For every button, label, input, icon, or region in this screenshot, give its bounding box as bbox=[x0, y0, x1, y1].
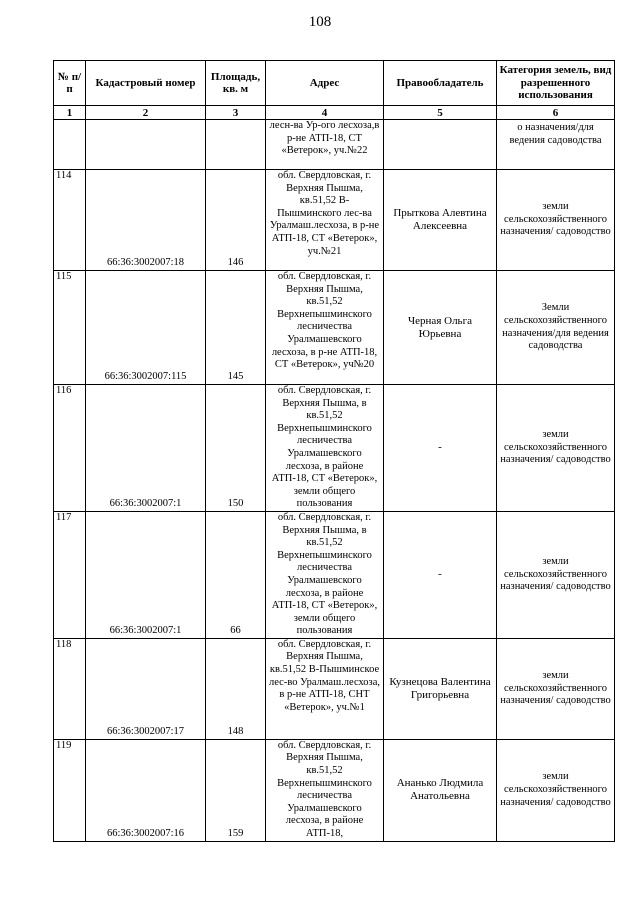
owner: Прыткова Алевтина Алексеевна bbox=[384, 170, 497, 271]
land-category: земли сельскохозяйственного назначения/ садоводство bbox=[497, 170, 615, 271]
area-value: 148 bbox=[206, 638, 266, 739]
area-value bbox=[206, 120, 266, 170]
row-number: 114 bbox=[54, 170, 86, 271]
header-land-category: Категория земель, вид разрешенного использования bbox=[497, 61, 615, 106]
owner: Черная Ольга Юрьевна bbox=[384, 271, 497, 385]
table-row bbox=[54, 271, 615, 385]
address: обл. Свердловская, г. Верхняя Пышма, в кв.51,52 Верхнепышминского лесничества Уралмашевского лесхоза, в районе АТП-18, СТ «Ветерок», земли общего пользования bbox=[266, 385, 384, 512]
row-number: 116 bbox=[54, 385, 86, 512]
address: обл. Свердловская, г. Верхняя Пышма, кв.51,52 Верхнепышминского лесничества Уралмашевского лесхоза, в р-не АТП-18, СТ «Ветерок», уч№20 bbox=[266, 271, 384, 385]
table-row bbox=[54, 638, 615, 739]
header-address: Адрес bbox=[266, 61, 384, 106]
column-index: 1 bbox=[54, 106, 86, 120]
area-value: 159 bbox=[206, 739, 266, 841]
table-row bbox=[54, 511, 615, 638]
land-registry-table bbox=[53, 60, 615, 842]
land-category: земли сельскохозяйственного назначения/ садоводство bbox=[497, 385, 615, 512]
row-number bbox=[54, 120, 86, 170]
land-category: Земли сельскохозяйственного назначения/для ведения садоводства bbox=[497, 271, 615, 385]
column-index: 5 bbox=[384, 106, 497, 120]
table-header-row bbox=[54, 61, 615, 106]
column-index: 2 bbox=[86, 106, 206, 120]
column-index: 6 bbox=[497, 106, 615, 120]
table-row bbox=[54, 120, 615, 170]
owner: Ананько Людмила Анатольевна bbox=[384, 739, 497, 841]
cadastral-number: 66:36:3002007:16 bbox=[86, 739, 206, 841]
row-number: 119 bbox=[54, 739, 86, 841]
column-index: 4 bbox=[266, 106, 384, 120]
area-value: 66 bbox=[206, 511, 266, 638]
header-cadastral-number: Кадастровый номер bbox=[86, 61, 206, 106]
owner: Кузнецова Валентина Григорьевна bbox=[384, 638, 497, 739]
address: обл. Свердловская, г. Верхняя Пышма, кв.51,52 Верхнепышминского лесничества Уралмашевского лесхоза, в районе АТП-18, bbox=[266, 739, 384, 841]
cadastral-number: 66:36:3002007:115 bbox=[86, 271, 206, 385]
cadastral-number: 66:36:3002007:1 bbox=[86, 385, 206, 512]
land-category: о назначения/для ведения садоводства bbox=[497, 120, 615, 170]
land-category: земли сельскохозяйственного назначения/ садоводство bbox=[497, 739, 615, 841]
land-category: земли сельскохозяйственного назначения/ садоводство bbox=[497, 511, 615, 638]
area-value: 145 bbox=[206, 271, 266, 385]
address: обл. Свердловская, г. Верхняя Пышма, в кв.51,52 Верхнепышминского лесничества Уралмашевского лесхоза, в районе АТП-18, СТ «Ветерок», земли общего пользования bbox=[266, 511, 384, 638]
land-category: земли сельскохозяйственного назначения/ садоводство bbox=[497, 638, 615, 739]
address: лесн-ва Ур-ого лесхоза,в р-не АТП-18, СТ «Ветерок», уч.№22 bbox=[266, 120, 384, 170]
owner bbox=[384, 120, 497, 170]
row-number: 117 bbox=[54, 511, 86, 638]
table-row bbox=[54, 170, 615, 271]
area-value: 146 bbox=[206, 170, 266, 271]
row-number: 115 bbox=[54, 271, 86, 385]
area-value: 150 bbox=[206, 385, 266, 512]
column-index-row bbox=[54, 106, 615, 120]
header-num: № п/п bbox=[54, 61, 86, 106]
header-area: Площадь, кв. м bbox=[206, 61, 266, 106]
cadastral-number bbox=[86, 120, 206, 170]
cadastral-number: 66:36:3002007:17 bbox=[86, 638, 206, 739]
page-number: 108 bbox=[308, 14, 332, 30]
address: обл. Свердловская, г. Верхняя Пышма, кв.51,52 В-Пышминское лес-во Уралмаш.лесхоза, в р-не АТП-18, СНТ «Ветерок», уч.№1 bbox=[266, 638, 384, 739]
cadastral-number: 66:36:3002007:18 bbox=[86, 170, 206, 271]
table-row bbox=[54, 739, 615, 841]
column-index: 3 bbox=[206, 106, 266, 120]
cadastral-number: 66:36:3002007:1 bbox=[86, 511, 206, 638]
owner: - bbox=[384, 385, 497, 512]
header-owner: Правообладатель bbox=[384, 61, 497, 106]
owner: - bbox=[384, 511, 497, 638]
table-row bbox=[54, 385, 615, 512]
address: обл. Свердловская, г. Верхняя Пышма, кв.51,52 В-Пышминского лес-ва Уралмаш.лесхоза, в р-не АТП-18, СТ «Ветерок», уч.№21 bbox=[266, 170, 384, 271]
row-number: 118 bbox=[54, 638, 86, 739]
